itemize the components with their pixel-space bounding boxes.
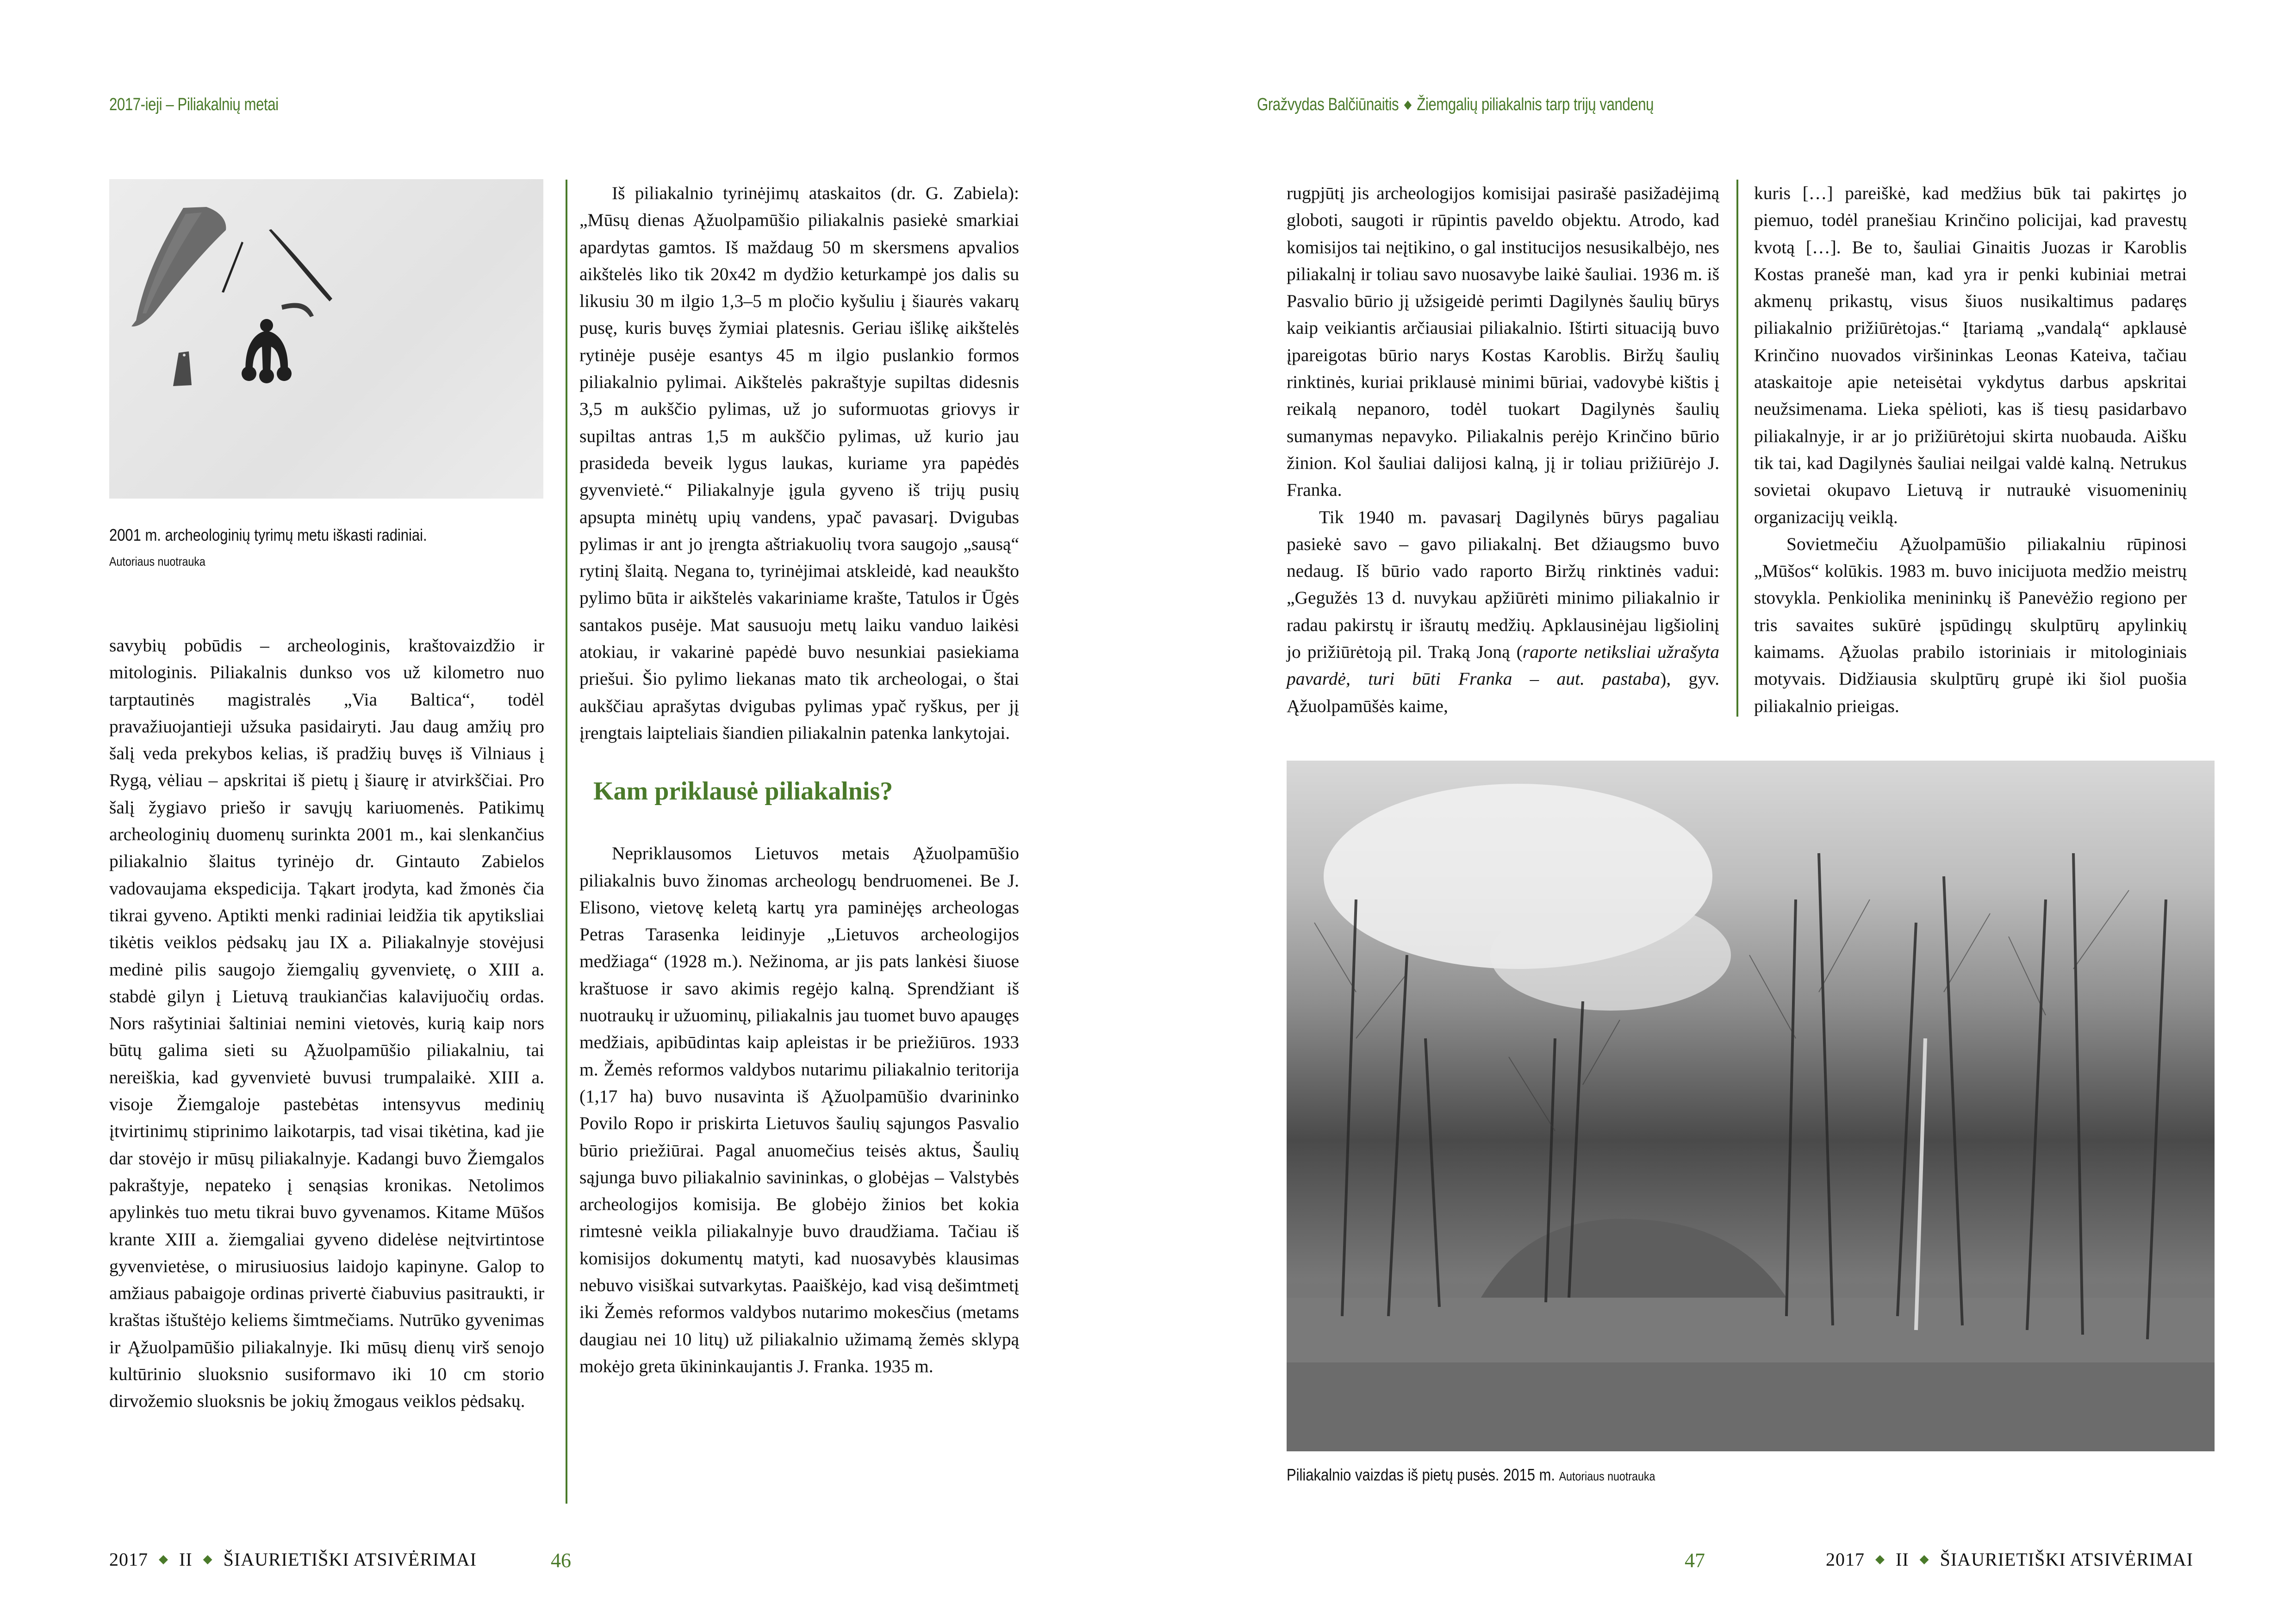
hillfort-caption (1287, 1465, 1655, 1485)
artifacts-caption: 2001 m. archeologinių tyrimų metu iškasti radiniai. (109, 525, 427, 544)
hillfort-photo (1287, 761, 2215, 1451)
text-column-1 (109, 632, 544, 1415)
paragraph: Nepriklausomos Lietuvos metais Ąžuolpamūšio piliakalnis buvo žinomas archeologų bendruomenei. Be J. Elisono, vietovę keletą kartų yra paminėjęs archeologas Petras Tarasenka leidinyje „Lietuvos archeologijos medžiaga“ (1928 m.). Nežinoma, ar jis pats lankėsi šiuose kraštuose ir savo akimis regėjo kalną. Sprendžiant iš nuotraukų ir užuominų, piliakalnis jau tuomet buvo apaugęs medžiais, apibūdintas kaip apleistas ir be priežiūros. 1933 m. Žemės reformos valdybos nutarimu piliakalnio teritorija (1,17 ha) buvo nusavinta iš Ąžuolpamūšio dvarininko Povilo Ropo ir priskirta Lietuvos šaulių sąjungos Pasvalio būrio priežiūrai. Pagal anuomečius teisės aktus, Šaulių sąjunga buvo piliakalnio savininkas, o globėjas – Valstybės archeologijos komisija. Be globėjo žinios bet kokia rimtesnė veikla piliakalnyje buvo draudžiama. Tačiau iš komisijos dokumentų matyti, kad nuosavybės klausimas nebuvo visiškai sutvarkytas. Paaiškėjo, kad visą dešimtmetį iki Žemės reformos valdybos nutarimo mokesčius (metams daugiau nei 10 litų) už piliakalnio užimamą žemės sklypą mokėjo greta ūkininkaujantis J. Franka. 1935 m. (579, 843, 1020, 1376)
caption-text: Piliakalnio vaizdas iš pietų pusės. 2015 m. (1287, 1465, 1555, 1484)
paragraph: savybių pobūdis – archeologinis, kraštovaizdžio ir mitologinis. Piliakalnis dunkso vos už kilometro nuo tarptautinės magistralės „Via Baltica“, todėl pravažiuojantieji užsuka pasidairyti. Jau daug amžių pro šalį veda prekybos kelias, iš pradžių buvęs iš Vilniaus į Rygą, vėliau – apskritai iš pietų į šiaurę ir atvirkščiai. Pro šalį žygiavo priešo ir savųjų kariuomenės. Patikimų archeologinių duomenų surinkta 2001 m., kai slenkančius piliakalnio šlaitus tyrinėjo dr. Gintauto Zabielos vadovaujama ekspedicija. Tąkart įrodyta, kad žmonės čia tikrai gyveno. Aptikti menki radiniai leidžia tik apytiksliai tikėtis veiklos pėdsakų jau IX a. Piliakalnyje stovėjusi medinė pilis saugojo žiemgalių gyvenvietę, o XIII a. stabdė gilyn į Lietuvą traukiančias kalavijuočių ordas. Nors rašytiniai šaltiniai nemini vietovės, kurią kaip nors būtų galima sieti su Ąžuolpamūšio piliakalniu, tai nereiškia, kad gyvenvietė buvusi trumpalaikė. XIII a. visoje Žiemgaloje pastebėtas intensyvus medinių įtvirtinimų stiprinimo laikotarpis, tad visai tikėtina, kad jie dar stovėjo ir mūsų piliakalnyje. Kadangi buvo Žiemgalos pakraštyje, nepateko į senąsias kronikas. Netolimos apylinkės tuo metu tikrai buvo gyvenamos. Kitame Mūšos krante XIII a. žiemgaliai gyveno didelėse neįtvirtintose gyvenvietėse, o mirusiuosius laidojo kapinyne. Galop to amžiaus pabaigoje ordinas privertė čiabuvius pasitraukti, ir kraštas ištuštėjo keliems šimtmečiams. Nutrūko gyvenimas ir Ąžuolpamūšio piliakalnyje. Iki mūsų dienų virš senojo kultūrinio sluoksnio susiformavo iki 10 cm storio dirvožemio sluoksnis be jokių žmogaus veiklos pėdsakų. (109, 635, 544, 1412)
running-head-left: 2017-ieji – Piliakalnių metai (109, 95, 279, 114)
footer-issue: II (1896, 1549, 1909, 1570)
footer-year: 2017 (109, 1549, 148, 1570)
paragraph (1287, 504, 1719, 719)
footer-year: 2017 (1826, 1549, 1865, 1570)
footer-journal: ŠIAURIETIŠKI ATSIVĖRIMAI (223, 1549, 477, 1570)
diamond-separator-icon: ◆ (203, 1552, 213, 1566)
artifacts-photo-credit: Autoriaus nuotrauka (109, 555, 205, 568)
page-number-left: 46 (551, 1549, 571, 1572)
paragraph: kuris […] pareiškė, kad medžius būk tai pakirtęs jo piemuo, todėl pranešiau Krinčino policijai, kad pravestų kvotą […]. Be to, šauliai Ginaitis Juozas ir Karoblis Kostas pranešė man, kad yra ir penki kubiniai metrai akmenų prikastų, visus šiuos nusikaltimus padaręs piliakalnio prižiūrėtojas.“ Įtariamą „vandalą“ apklausė Krinčino nuovados viršininkas Leonas Kateiva, tačiau ataskaitoje apie neteisėtai vykdytus darbus apskritai neužsimenama. Lieka spėlioti, kas iš tiesų pasidarbavo piliakalnyje, ir ar jo prižiūrėtojui skirta nuobauda. Aišku tik tai, kad Dagilynės šauliai neilgai valdė kalną. Netrukus sovietai okupavo Lietuvą ir nutraukė visuomeninių organizacijų veiklą. (1754, 183, 2187, 527)
text-column-2 (579, 180, 1019, 1380)
paragraph: Iš piliakalnio tyrinėjimų ataskaitos (dr. G. Zabiela): „Mūsų dienas Ąžuolpamūšio piliakalnis pasiekė smarkiai apardytas gamtos. Iš maždaug 50 m skersmens apvalios aikštelės liko tik 20x42 m dydžio keturkampė jos dalis su likusiu 30 m ilgio 1,3–5 m pločio kyšuliu į šiaurės vakarų pusę, kuris buvęs žymiai platesnis. Geriau išlikę aikštelės rytinėje pusėje esantys 45 m ilgio puslankio formos piliakalnio pylimai. Aikštelės pakraštyje supiltas didesnis 3,5 m aukščio pylimas, už jo suformuotas griovys ir supiltas antras 1,5 m aukščio pylimas, už kurio jau prasideda beveik lygus laukas, kuriame yra papėdės gyvenvietė.“ Piliakalnyje įgula gyveno iš trijų pusių apsupta minėtų upių vandens, ypač pavasarį. Dvigubas pylimas ir ant jo įrengta aštriakuolių tvora saugojo „sausą“ rytinį šlaitą. Negana to, tyrinėjimai atskleidė, kad neaukšto pylimo būta ir aikštelės vakariniame krašte, Tatulos ir Ūgės santakos pusėje. Mat sausuoju metų laiku vanduo laikėsi atokiau, ir vakarinė papėdė buvo nesunkiai pasiekiama priešui. Šio pylimo liekanas mato tik archeologai, o štai aukščiau aprašytas dvigubas pylimas ypač ryškus, per jį įrengtais laipteliais šiandien piliakalnin patenka lankytojai. (579, 183, 1019, 743)
author-note: raporte netiksliai užrašyta pavardė, turi būti Franka – aut. pastaba (1287, 642, 1719, 689)
page-number-right: 47 (1685, 1549, 1705, 1572)
hillfort-photo-credit: Autoriaus nuotrauka (1559, 1469, 1655, 1483)
article-title: Žiemgalių piliakalnis tarp trijų vandenų (1417, 95, 1654, 114)
text-column-3 (1287, 180, 1719, 719)
running-head-right (1257, 95, 1654, 115)
paragraph: rugpjūtį jis archeologijos komisijai pasirašė pasižadėjimą globoti, saugoti ir rūpintis paveldo objektu. Atrodo, kad komisijos tai neįtikino, o gal institucijos nesusikalbėjo, nes piliakalnį ir toliau savo nuosavybe laikė šauliai. 1936 m. iš Pasvalio būrio jį užsigeidė perimti Dagilynės šaulių būrys kaip veikiantis arčiausiai piliakalnio. Ištirti situaciją buvo įpareigotas būrio narys Kostas Karoblis. Biržų šaulių rinktinės, kuriai priklausė minimi būriai, vadovybė kištis į reikalą nepanoro, todėl tuokart Dagilynės šaulių sumanymas nepavyko. Piliakalnis perėjo Krinčino būrio žinion. Kol šauliai dalijosi kalną, jį ir toliau prižiūrėjo J. Franka. (1287, 183, 1719, 500)
paragraph-text: ), gyv. Ąžuolpamūšės kaime, (1287, 668, 1719, 716)
author-name: Gražvydas Balčiūnaitis (1257, 95, 1399, 114)
diamond-separator-icon: ◆ (1919, 1552, 1929, 1566)
text-column-4 (1754, 180, 2187, 719)
column-divider (566, 180, 567, 1504)
column-divider (1736, 180, 1738, 717)
footer-journal: ŠIAURIETIŠKI ATSIVĖRIMAI (1940, 1549, 2193, 1570)
footer-left (109, 1549, 477, 1570)
artifacts-photo (109, 179, 543, 499)
section-heading: Kam priklausė piliakalnis? (593, 777, 893, 806)
diamond-separator-icon: ◆ (1875, 1552, 1885, 1566)
paragraph-text: Tik 1940 m. pavasarį Dagilynės būrys pagaliau pasiekė savo – gavo piliakalnį. Bet džiaugsmo buvo nedaug. Iš būrio vado raporto Biržų rinktinės vadui: „Gegužės 13 d. nuvykau apžiūrėti minimo piliakalnio ir radau pakirstų ir išrautų medžių. Apklausinėjau ligšiolinį jo prižiūrėtoją pil. Traką Joną ( (1287, 506, 1719, 662)
artifacts-illustration-icon (109, 179, 543, 499)
footer-right (1826, 1549, 2193, 1570)
footer-issue: II (179, 1549, 193, 1570)
landscape-illustration-icon (1287, 761, 2215, 1451)
diamond-separator-icon: ◆ (159, 1552, 168, 1566)
diamond-separator-icon: ◆ (1404, 97, 1412, 111)
paragraph: Sovietmečiu Ąžuolpamūšio piliakalniu rūpinosi „Mūšos“ kolūkis. 1983 m. buvo inicijuota medžio meistrų stovykla. Penkiolika menininkų iš Panevėžio regiono per tris savaites sukūrė įspūdingų skulptūrų apylinkių kaimams. Ąžuolas prabilo istoriniais ir mitologiniais motyvais. Didžiausia skulptūrų grupė iki šiol puošia piliakalnio prieigas. (1754, 533, 2187, 716)
